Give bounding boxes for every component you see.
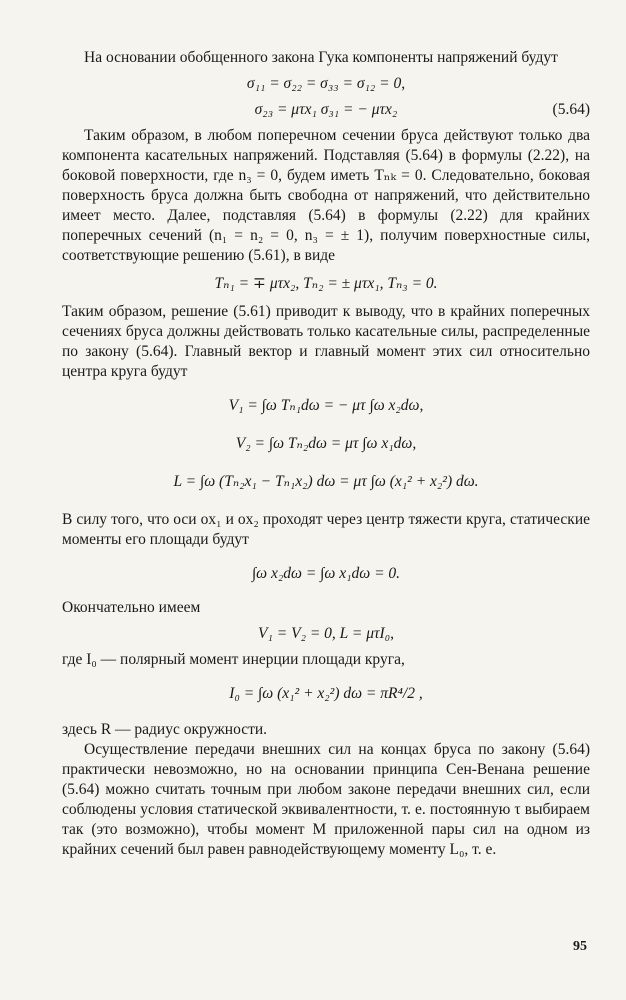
paragraph-static-moments: В силу того, что оси ox₁ и ox₂ проходят через центр тяжести круга, статические моменты его площади будут bbox=[62, 511, 590, 548]
page-body bbox=[62, 48, 590, 860]
equation-564-line1: σ₁₁ = σ₂₂ = σ₃₃ = σ₁₂ = 0, bbox=[246, 75, 406, 92]
page-number: 95 bbox=[573, 939, 587, 954]
paragraph-saint-venant: Осуществление передачи внешних сил на концах бруса по закону (5.64) практически невозможно, но на основании принципа Сен-Венана решение (5.64) можно считать точным при любом законе передачи внешних сил, если соблюдены условия статической эквивалентности, т. е. постоянную τ выбираем так (это возможно), чтобы момент M приложенной пары сил на одном из крайних сечений был равен равнодействующему моменту L₀, т. е. bbox=[62, 741, 590, 858]
equation-surface-forces: Tₙ₁ = ∓ μτx₂, Tₙ₂ = ± μτx₁, Tₙ₃ = 0. bbox=[214, 275, 438, 292]
equation-final: V₁ = V₂ = 0, L = μτI₀, bbox=[258, 625, 394, 642]
paragraph-tangential-stress: Таким образом, в любом поперечном сечении бруса действуют только два компонента касательных напряжений. Подставляя (5.64) в формулы (2.22), на боковой поверхности, где n₃ = 0, будем иметь Tₙₖ = 0. Следовательно, боковая поверхность бруса должна быть свободна от напряжений, что действительно имеет место. Далее, подставляя (5.64) в формулы (2.22) для крайних поперечных сечений (n₁ = n₂ = 0, n₃ = ± 1), получим поверхностные силы, соответствующие решению (5.61), в виде bbox=[62, 127, 590, 264]
paragraph-polar-moment: где I₀ — полярный момент инерции площади круга, bbox=[62, 651, 405, 668]
paragraph-finally: Окончательно имеем bbox=[62, 599, 201, 616]
paragraph-main-vector: Таким образом, решение (5.61) приводит к выводу, что в крайних поперечных сечениях бруса должны действовать только касательные силы, распределенные по закону (5.64). Главный вектор и главный момент этих сил относительно центра круга будут bbox=[62, 303, 590, 380]
equation-static-moments: ∫ω x₂dω = ∫ω x₁dω = 0. bbox=[251, 565, 401, 582]
equation-V1: V₁ = ∫ω Tₙ₁dω = − μτ ∫ω x₂dω, bbox=[228, 397, 424, 414]
equation-564-line2 bbox=[62, 100, 590, 120]
equation-number-564: (5.64) bbox=[552, 101, 590, 118]
equation-564-line2-text: σ₂₃ = μτx₁ σ₃₁ = − μτx₂ bbox=[254, 101, 398, 118]
equation-L: L = ∫ω (Tₙ₂x₁ − Tₙ₁x₂) dω = μτ ∫ω (x₁² + x₂²) dω. bbox=[173, 473, 479, 490]
equation-V2: V₂ = ∫ω Tₙ₂dω = μτ ∫ω x₁dω, bbox=[235, 435, 417, 452]
paragraph-hooke-law: На основании обобщенного закона Гука компоненты напряжений будут bbox=[84, 49, 558, 66]
paragraph-radius: здесь R — радиус окружности. bbox=[62, 721, 268, 738]
equation-I0: I₀ = ∫ω (x₁² + x₂²) dω = πR⁴/2 , bbox=[229, 685, 423, 702]
